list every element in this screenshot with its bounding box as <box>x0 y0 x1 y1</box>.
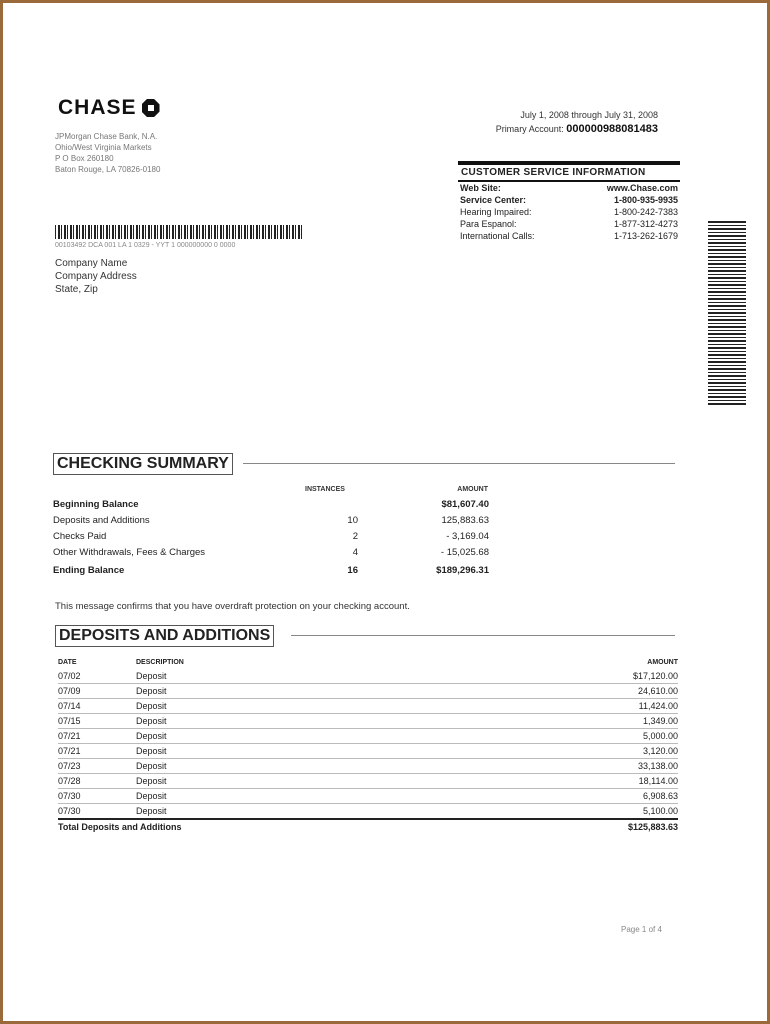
deposit-row <box>58 669 678 684</box>
deposit-amount: 5,100.00 <box>401 804 678 820</box>
deposit-amount: 11,424.00 <box>401 699 678 714</box>
deposit-amount: $17,120.00 <box>401 669 678 684</box>
date-header: DATE <box>58 659 77 666</box>
deposit-date: 07/02 <box>58 669 136 684</box>
summary-row <box>53 531 489 545</box>
summary-amount: - 15,025.68 <box>440 547 489 558</box>
summary-amount: $189,296.31 <box>436 565 489 576</box>
customer-service-row <box>458 218 680 230</box>
customer-service-row <box>458 182 680 194</box>
deposit-row <box>58 714 678 729</box>
overdraft-message: This message confirms that you have overdraft protection on your checking account. <box>55 601 410 612</box>
summary-row <box>53 547 489 561</box>
cs-label: Hearing Impaired: <box>460 207 532 217</box>
summary-row <box>53 499 489 513</box>
deposit-description: Deposit <box>136 729 401 744</box>
summary-label: Other Withdrawals, Fees & Charges <box>53 547 206 558</box>
customer-service-row <box>458 206 680 218</box>
deposits-title: DEPOSITS AND ADDITIONS <box>55 625 274 647</box>
summary-amount: 125,883.63 <box>441 515 489 526</box>
deposit-description: Deposit <box>136 684 401 699</box>
bank-address-line: Ohio/West Virginia Markets <box>55 143 152 152</box>
deposit-description: Deposit <box>136 714 401 729</box>
description-header: DESCRIPTION <box>136 659 184 666</box>
cs-label: International Calls: <box>460 231 535 241</box>
total-label: Total Deposits and Additions <box>58 822 182 832</box>
bank-address <box>55 131 160 175</box>
deposits-header-row <box>58 659 678 669</box>
cs-value: 1-713-262-1679 <box>613 231 678 241</box>
section-rule <box>291 635 675 636</box>
summary-amount: $81,607.40 <box>441 499 489 510</box>
recipient-address <box>55 257 137 296</box>
summary-amount: - 3,169.04 <box>446 531 489 542</box>
deposit-description: Deposit <box>136 699 401 714</box>
cs-label: Web Site: <box>460 183 501 193</box>
deposit-row <box>58 774 678 789</box>
deposit-description: Deposit <box>136 759 401 774</box>
deposit-description: Deposit <box>136 804 401 820</box>
summary-label: Deposits and Additions <box>53 515 150 526</box>
deposits-total-row <box>58 819 678 834</box>
deposit-row <box>58 744 678 759</box>
period-text: July 1, 2008 through July 31, 2008 <box>520 110 658 120</box>
deposit-row <box>58 699 678 714</box>
deposit-row <box>58 804 678 820</box>
customer-service-title: CUSTOMER SERVICE INFORMATION <box>458 161 680 182</box>
deposit-row <box>58 759 678 774</box>
amount-header: AMOUNT <box>457 486 488 493</box>
total-amount: $125,883.63 <box>627 822 678 832</box>
recipient-line: Company Address <box>55 271 137 282</box>
deposit-date: 07/21 <box>58 729 136 744</box>
barcode-number: 00103492 DCA 001 LA 1 0329 - YYT 1 000000000 0 0000 <box>55 242 236 249</box>
deposits-table <box>58 659 678 834</box>
mail-barcode <box>55 225 303 239</box>
deposit-date: 07/21 <box>58 744 136 759</box>
deposit-amount: 1,349.00 <box>401 714 678 729</box>
deposit-amount: 5,000.00 <box>401 729 678 744</box>
summary-instances: 2 <box>352 531 358 542</box>
summary-instances: 16 <box>347 565 358 576</box>
deposit-amount: 18,114.00 <box>401 774 678 789</box>
cs-value: www.Chase.com <box>606 183 678 193</box>
summary-instances: 4 <box>352 547 358 558</box>
deposit-row <box>58 789 678 804</box>
bank-address-line: P O Box 260180 <box>55 154 114 163</box>
customer-service-box <box>458 161 680 242</box>
customer-service-row <box>458 194 680 206</box>
deposit-date: 07/23 <box>58 759 136 774</box>
page-number: Page 1 of 4 <box>621 925 662 934</box>
deposit-date: 07/15 <box>58 714 136 729</box>
bank-address-line: Baton Rouge, LA 70826-0180 <box>55 165 161 174</box>
chase-logo <box>58 96 160 120</box>
summary-label: Beginning Balance <box>53 499 139 510</box>
vertical-barcode <box>708 221 746 406</box>
deposit-date: 07/30 <box>58 789 136 804</box>
recipient-line: State, Zip <box>55 284 98 295</box>
checking-summary-title: CHECKING SUMMARY <box>53 453 233 475</box>
statement-period <box>473 108 658 136</box>
deposit-description: Deposit <box>136 789 401 804</box>
cs-value: 1-877-312-4273 <box>613 219 678 229</box>
deposit-amount: 6,908.63 <box>401 789 678 804</box>
cs-value: 1-800-935-9935 <box>613 195 678 205</box>
deposit-row <box>58 729 678 744</box>
deposit-description: Deposit <box>136 774 401 789</box>
deposit-amount: 33,138.00 <box>401 759 678 774</box>
summary-instances: 10 <box>347 515 358 526</box>
deposit-date: 07/14 <box>58 699 136 714</box>
summary-row <box>53 565 489 579</box>
cs-value: 1-800-242-7383 <box>613 207 678 217</box>
chase-octagon-icon <box>142 99 160 117</box>
summary-row <box>53 515 489 529</box>
cs-label: Para Espanol: <box>460 219 517 229</box>
account-label: Primary Account: <box>495 124 564 134</box>
summary-label: Checks Paid <box>53 531 107 542</box>
summary-label: Ending Balance <box>53 565 125 576</box>
logo-text: CHASE <box>58 96 137 119</box>
bank-address-line: JPMorgan Chase Bank, N.A. <box>55 132 158 141</box>
customer-service-row <box>458 230 680 242</box>
deposit-description: Deposit <box>136 744 401 759</box>
cs-label: Service Center: <box>460 195 527 205</box>
deposit-description: Deposit <box>136 669 401 684</box>
section-rule <box>243 463 675 464</box>
deposit-amount: 24,610.00 <box>401 684 678 699</box>
primary-account <box>473 122 658 136</box>
instances-header: INSTANCES <box>305 486 345 493</box>
deposit-date: 07/30 <box>58 804 136 820</box>
deposit-date: 07/28 <box>58 774 136 789</box>
recipient-line: Company Name <box>55 258 128 269</box>
amount-header: AMOUNT <box>647 659 678 666</box>
deposit-row <box>58 684 678 699</box>
account-number: 000000988081483 <box>566 123 658 135</box>
deposit-date: 07/09 <box>58 684 136 699</box>
deposit-amount: 3,120.00 <box>401 744 678 759</box>
